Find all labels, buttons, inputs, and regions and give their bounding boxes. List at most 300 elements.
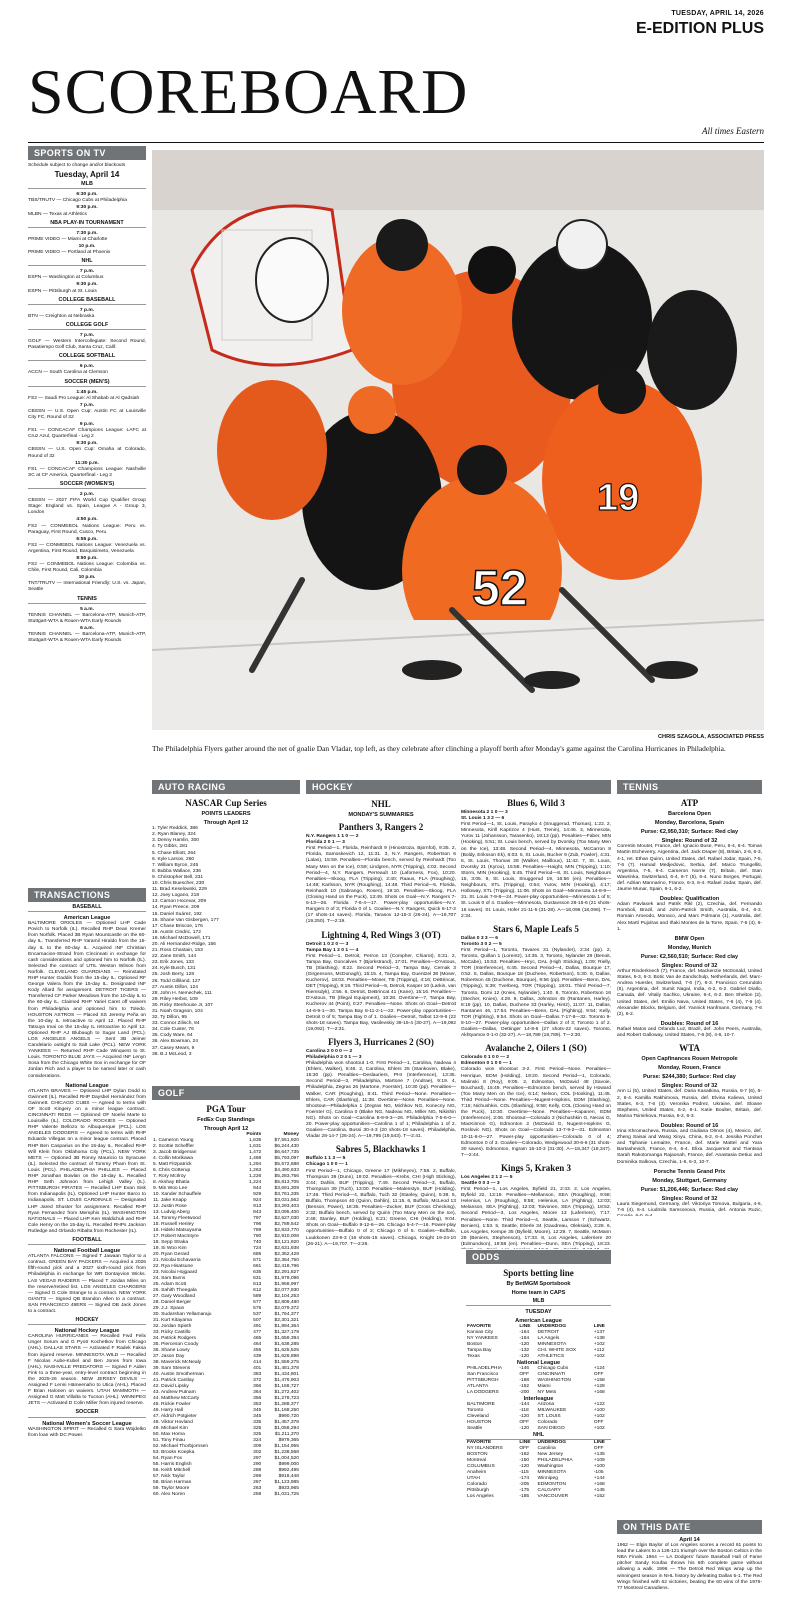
golf-money: $2,809,480: [274, 1300, 299, 1306]
title-rule: [28, 142, 764, 143]
golf-col-money: Money: [283, 1132, 299, 1138]
tv-time: 11:30 p.m.: [75, 460, 99, 466]
nascar-driver: 2. Ryan Blaney, 324: [152, 832, 196, 838]
bmw-doubles-results: Rafael Matos and Orlando Luz, Brazil, def. John Peers, Australia, and Robert Galloway, United States, 7-6 (8), 4-6, 10-7.: [617, 1026, 762, 1038]
golf-points: 913: [253, 1204, 262, 1210]
wta-label: WTA: [679, 1043, 700, 1054]
golf-points: 789: [253, 1228, 262, 1234]
golf-money: $1,168,727: [274, 1384, 299, 1390]
nascar-driver: 30. Ricky Stenhouse Jr, 107: [152, 1002, 213, 1008]
odds-cell: +102: [593, 1426, 605, 1432]
golf-points: 944: [253, 1186, 262, 1192]
golf-player: 1. Cameron Young: [153, 1138, 194, 1144]
odds-cell: CINCINNATI: [537, 1372, 566, 1378]
hockey-subcolumn-2: [461, 794, 611, 1249]
odds-cell: -164: [519, 1330, 530, 1336]
golf-money: $1,123,985: [274, 1480, 299, 1486]
golf-points: 1,631: [249, 1144, 262, 1150]
linescore-row: Florida 2 0 1 — 3: [306, 840, 345, 846]
odds-cell: VANCOUVER: [537, 1494, 569, 1500]
golf-money: $933,965: [278, 1486, 299, 1492]
golf-points: 383: [253, 1372, 262, 1378]
golf-money: $1,559,275: [274, 1360, 299, 1366]
odds-cell: BOSTON: [467, 1452, 488, 1458]
golf-money: $5,793,097: [274, 1156, 299, 1162]
game-title: Blues 6, Wild 3: [507, 798, 565, 808]
odds-cell: -120: [519, 1414, 530, 1420]
nascar-driver: 3. Denny Hamlin, 300: [152, 838, 200, 844]
odds-nhl-label: NHL: [466, 1432, 611, 1440]
golf-money: $1,481,378: [274, 1366, 299, 1372]
golf-money: $6,647,735: [274, 1150, 299, 1156]
odds-cell: +100: [593, 1464, 605, 1470]
tv-time: 10 p.m.: [78, 575, 96, 581]
golf-player: 13. Ludvig Aberg: [153, 1210, 190, 1216]
odds-cell: MILWAUKEE: [537, 1408, 567, 1414]
timezone-note: All times Eastern: [702, 126, 764, 136]
odds-col-favorite: FAVORITE: [467, 1324, 492, 1330]
golf-player: 25. Adam Scott: [153, 1282, 187, 1288]
barcelona-doubles: Doubles: Qualification: [659, 896, 720, 903]
tv-section-title: NBA PLAY-IN TOURNAMENT: [28, 220, 146, 228]
linescore-row: Chicago 1 0 0 — 1: [306, 1162, 348, 1168]
odds-cell: COLUMBUS: [467, 1464, 495, 1470]
golf-money: $3,761,335: [274, 1192, 299, 1198]
golf-money: $1,154,955: [274, 1444, 299, 1450]
barcelona-title: Barcelona Open: [668, 811, 711, 817]
golf-money: $1,031,725: [274, 1492, 299, 1498]
nascar-driver: 29. Riley Herbst, 109: [152, 996, 198, 1002]
nascar-title: NASCAR Cup Series: [185, 798, 267, 808]
odds-cell: DETROIT: [537, 1330, 560, 1336]
golf-points: 366: [253, 1384, 262, 1390]
odds-cell: -162: [519, 1452, 530, 1458]
barcelona-round: Singles: Round of 32: [661, 838, 718, 845]
golf-money: $1,764,377: [274, 1312, 299, 1318]
bmw-round: Singles: Round of 32: [661, 962, 718, 969]
golf-money: $1,625,525: [274, 1348, 299, 1354]
golf-points: 335: [253, 1420, 262, 1426]
odds-cell: +145: [593, 1488, 605, 1494]
golf-points: 724: [253, 1246, 262, 1252]
nascar-driver: 13. Carson Hocevar, 209: [152, 899, 207, 905]
golf-money: $918,448: [278, 1474, 299, 1480]
odds-cell: Anaheim: [467, 1470, 487, 1476]
nascar-driver: 5. Chase Elliott, 264: [152, 850, 196, 856]
tv-listing: CBSSN — 2027 FIFA World Cup Qualifier Group Stage: England vs. Spain, League A - Group 3, London: [28, 498, 146, 516]
golf-money: $1,288,377: [274, 1402, 299, 1408]
photo-illustration: [152, 150, 764, 730]
odds-cell: +152: [593, 1494, 605, 1500]
golf-money: $2,833,770: [274, 1228, 299, 1234]
odds-title: Sports betting line: [503, 1268, 574, 1278]
sports-on-tv-column: [28, 146, 146, 882]
nascar-driver: 23. Erik Jones, 133: [152, 960, 194, 966]
golf-points: 612: [253, 1288, 262, 1294]
transactions-league: National Women's Soccer League: [42, 1420, 132, 1427]
odds-cell: LA DODGERS: [467, 1390, 499, 1396]
golf-player: 50. Max Homa: [153, 1432, 185, 1438]
golf-player: 21. Nicolai Echavarria: [153, 1258, 201, 1264]
odds-cell: HOUSTON: [467, 1420, 492, 1426]
golf-player: 18. Sepp Straka: [153, 1240, 189, 1246]
golf-money: $2,910,008: [274, 1234, 299, 1240]
table-row: [152, 1492, 300, 1498]
golf-player: 6. Chris Gotterup: [153, 1168, 191, 1174]
porsche-sub: Monday, Stuttgart, Germany: [652, 1177, 727, 1184]
jersey-number-52: 52: [472, 560, 528, 616]
odds-cell: +135: [593, 1452, 605, 1458]
golf-points: 439: [253, 1354, 262, 1360]
barcelona-results: Corentin Moutet, France, def. Ignacio Buse, Peru, 6-4, 6-4. Tomas Martin Etcheverry, Argentina, def. Jack Draper (8), Britain, 2-6, 6-3, 4-1, ret. Ethan Quinn, United States, def. Rafael Jodar, Spain, 7-5, 7-6 (7). Hamad Medjedovic, Serbia, def. Marco Trungelliti, Argentina, 7-5, 6-4. Cameron Norrie (7), Britain, def. Stan Wawrinka, Switzerland, 6-4, 6-7 (5), 6-4. Nuno Borges, Portugal, def. Adrian Mannarino, France, 6-3, 6-4. Rafael Jodar, Spain, def. Jaume Munar, Spain, 6-1, 6-2.: [617, 844, 762, 893]
tv-listing: FS2 — Saudi Pro League: Al Shabab at Al Qadsiah: [28, 395, 140, 401]
linescore-row: Minnesota 2 1 0 — 3: [461, 810, 508, 815]
tv-time: 8:50 p.m.: [76, 555, 98, 561]
tv-section-title: MLB: [28, 181, 146, 189]
odds-cell: Montreal: [467, 1458, 487, 1464]
porsche-round: Singles: Round of 32: [661, 1195, 718, 1202]
odds-nhl-col-underdog: UNDERDOG: [537, 1440, 567, 1446]
odds-cell: +168: [593, 1482, 605, 1488]
odds-cell: Chicago Cubs: [537, 1366, 569, 1372]
golf-points: 797: [253, 1216, 262, 1222]
odds-cell: +122: [593, 1402, 605, 1408]
tv-listing: ESPN — Washington at Columbus: [28, 275, 104, 281]
odds-cell: +137: [593, 1330, 605, 1336]
odds-cell: Washington: [537, 1464, 564, 1470]
odds-cell: -152: [519, 1384, 530, 1390]
odds-cell: Kansas City: [467, 1330, 494, 1336]
linescore-row: N.Y. Rangers 1 1 0 — 2: [306, 834, 359, 840]
golf-player: 37. Jason Day: [153, 1354, 185, 1360]
odds-cell: -175: [519, 1488, 530, 1494]
bmw-sub: Monday, Munich: [667, 944, 712, 951]
nhl-title: NHL: [371, 799, 391, 809]
odds-cell: Pittsburgh: [467, 1488, 490, 1494]
odds-col-underdog: UNDERDOG: [537, 1324, 567, 1330]
auto-racing-header: AUTO RACING: [152, 780, 300, 794]
odds-cell: MINNESOTA: [537, 1342, 567, 1348]
porsche-purse: Purse: $1,206,446; Surface: Red clay: [640, 1186, 739, 1193]
odds-cell: EDMONTON: [537, 1482, 566, 1488]
golf-money: $979,365: [278, 1438, 299, 1444]
golf-points: 671: [253, 1258, 262, 1264]
tv-section-title: COLLEGE GOLF: [28, 322, 146, 330]
nascar-driver: 38. B.J McLeod, 3: [152, 1051, 192, 1057]
transactions-sport-title: SOCCER: [28, 1409, 146, 1417]
tv-listing: TBS/TRUTV — Chicago Cubs at Philadelphia: [28, 198, 127, 204]
transactions-league: National League: [65, 1082, 109, 1089]
tv-time: 5 a.m.: [80, 606, 94, 612]
golf-points: 631: [253, 1276, 262, 1282]
tv-listing: PRIME VIDEO — Miami at Charlotte: [28, 236, 108, 242]
golf-player: 47. Aldrich Potgieter: [153, 1414, 197, 1420]
bmw-title: BMW Open: [674, 935, 705, 942]
golf-player: 8. Akshay Bhatia: [153, 1180, 190, 1186]
golf-points: 464: [253, 1342, 262, 1348]
odds-cell: Carolina: [537, 1446, 556, 1452]
golf-points: 372: [253, 1378, 262, 1384]
golf-points: 263: [253, 1486, 262, 1492]
golf-money: $2,789,542: [274, 1222, 299, 1228]
golf-points: 267: [253, 1480, 262, 1486]
golf-points: 1,294: [249, 1162, 262, 1168]
golf-points: 780: [253, 1234, 262, 1240]
golf-player: 34. Patrick Rodgers: [153, 1336, 196, 1342]
edition-date: TUESDAY, APRIL 14, 2026: [671, 10, 764, 17]
nascar-driver: 12. Joey Logano, 218: [152, 893, 200, 899]
golf-points: 345: [253, 1408, 262, 1414]
tv-time: 7:30 p.m.: [76, 230, 98, 236]
odds-cell: OFF: [519, 1372, 530, 1378]
nascar-driver: 31. Noah Gragson, 104: [152, 1009, 203, 1014]
edition-title: E-EDITION PLUS: [635, 20, 764, 37]
on-this-date-text: 1962 — Elgin Baylor of Los Angeles scores a record 61 points to lead the Lakers to a 126-121 triumph over the Boston Celtics in the NBA Finals. 1964 — LA Dodgers' future Baseball Hall of Fame pitcher Sandy Koufax throws his 6th complete game without allowing a walk. 1996 — The Detroit Red Wings wrap up the winningest season in NHL history by defeating Dallas 5-1. The Red Wings finished with 62 victories, beating the 60 wins of the 1976-77 Montreal Canadiens.: [617, 1543, 762, 1591]
odds-cell: San Francisco: [467, 1372, 499, 1378]
golf-player: 28. Daniel Berger: [153, 1300, 192, 1306]
odds-nhl-col-line: LINE: [519, 1440, 531, 1446]
golf-player: 55. Harris English: [153, 1462, 192, 1468]
odds-cell: +124: [593, 1366, 605, 1372]
golf-player: 49. Michael Kim: [153, 1426, 188, 1432]
tv-section-title: COLLEGE SOFTBALL: [28, 353, 146, 361]
golf-col-points: Points: [246, 1132, 262, 1138]
transactions-sport-title: HOCKEY: [28, 1317, 146, 1325]
nascar-driver: 17. Chase Briscoe, 176: [152, 923, 203, 929]
game-title: Stars 6, Maple Leafs 5: [493, 923, 579, 934]
nascar-driver: 22. Zane Smith, 144: [152, 954, 197, 960]
golf-player: 41. Patrick Cantlay: [153, 1378, 195, 1384]
odds-cell: +112: [593, 1348, 605, 1354]
golf-player: 51. Tony Finau: [153, 1438, 185, 1444]
golf-player: 27. Gary Woodland: [153, 1294, 196, 1300]
nascar-driver: 11. Brad Keselowski, 229: [152, 887, 207, 893]
linescore-row: Dallas 0 3 3 — 6: [461, 935, 498, 941]
tv-time: 4:50 p.m.: [76, 517, 98, 523]
rouen-round: Singles: Round of 32: [661, 1083, 718, 1090]
tv-time: 6:30 p.m.: [76, 192, 98, 198]
barcelona-doubles-results: Adam Pavlasek and Patrik Rikl (2), Czechia, def. Fernando Romboli, Brazil, and John-Patrick Smith, Australia, 6-4, 6-3. Romain Arneodo, Monaco, and Marc Polmans (1), Australia, def. Alex Martí Pujolras and Iñaki Montes de la Torre, Spain, 7-6 (4), 6-1.: [617, 902, 762, 932]
odds-cell: CALGARY: [537, 1488, 561, 1494]
tv-time: 10 p.m.: [78, 243, 96, 249]
odds-cell: +158: [593, 1378, 605, 1384]
tv-listing: CBSSN — U.S. Open Cup: Austin FC at Louisville City FC, Round of 32: [28, 408, 146, 420]
odds-cell: Texas: [467, 1354, 480, 1360]
golf-money: $1,238,568: [274, 1450, 299, 1456]
tennis-header: TENNIS: [617, 780, 762, 794]
transactions-league: National Hockey League: [54, 1328, 120, 1335]
golf-money: $2,079,372: [274, 1306, 299, 1312]
game-title: Sabres 5, Blackhawks 1: [335, 1144, 427, 1155]
nascar-driver: 37. Casey Mears, 9: [152, 1045, 195, 1051]
golf-player: 60. Alex Noren: [153, 1492, 186, 1498]
rouen-title: Open Capfinances Rouen Metropole: [641, 1056, 738, 1063]
hockey-subcolumn-1: [306, 794, 456, 1610]
golf-player: 3. Jacob Bridgeman: [153, 1150, 197, 1156]
tv-listing: ESPN — Pittsburgh at St. Louis: [28, 288, 97, 294]
nascar-driver: 6. Kyle Larson, 260: [152, 856, 195, 862]
golf-points: 290: [253, 1462, 262, 1468]
odds-cell: Colorado: [537, 1420, 558, 1426]
game-title: Panthers 3, Rangers 2: [338, 822, 424, 833]
golf-money: $999,000: [278, 1462, 299, 1468]
odds-cell: Cleveland: [467, 1414, 489, 1420]
tv-listing: TENNIS CHANNEL — Barcelona-ATP, Munich-ATP, Stuttgart-WTA & Rouen-WTA Early Rounds: [28, 612, 146, 624]
tv-section-title: NHL: [28, 258, 146, 266]
nascar-driver: 25. Josh Berry, 128: [152, 972, 195, 978]
golf-player: 53. Brooks Koepka: [153, 1450, 195, 1456]
hockey-photo: [152, 150, 764, 730]
tv-time: 7 p.m.: [79, 332, 95, 338]
fedex-label: FedEx Cup Standings: [197, 1117, 255, 1123]
nascar-driver: 21. Ross Chastain, 153: [152, 948, 203, 954]
golf-points: 613: [253, 1282, 262, 1288]
golf-money: $1,476,903: [274, 1378, 299, 1384]
odds-table: [466, 1324, 611, 1500]
game-title: Avalanche 2, Oilers 1 (SO): [485, 1043, 587, 1054]
golf-points: 796: [253, 1222, 262, 1228]
odds-cell: -132: [519, 1348, 530, 1354]
odds-cell: PITTSBURGH: [467, 1378, 499, 1384]
odds-cell: New Jersey: [537, 1452, 564, 1458]
odds-cell: +102: [593, 1342, 605, 1348]
nhl-sub: MONDAY'S SUMMARIES: [348, 812, 414, 818]
rouen-doubles: Doubles: Round of 16: [660, 1122, 719, 1129]
golf-points: 1,263: [249, 1168, 262, 1174]
golf-player: 16. Hideki Matsuyama: [153, 1228, 202, 1234]
nascar-driver: 7. William Byron, 245: [152, 862, 199, 868]
golf-points: 258: [253, 1492, 262, 1498]
odds-day: TUESDAY: [525, 1309, 552, 1316]
game-title: Flyers 3, Hurricanes 2 (SO): [328, 1036, 434, 1047]
golf-points: 740: [253, 1240, 262, 1246]
golf-points: 356: [253, 1396, 262, 1402]
nascar-driver: 28. John H. Nemechek, 111: [152, 990, 212, 996]
golf-player: 56. Keith Mitchell: [153, 1468, 191, 1474]
odds-cell: Colorado: [467, 1482, 487, 1488]
golf-player: 20. Ryan Gerard: [153, 1252, 190, 1258]
tv-time: 9:30 p.m.: [76, 205, 98, 211]
odds-cell: ST. LOUIS: [537, 1414, 561, 1420]
odds-cell: +109: [593, 1458, 605, 1464]
odds-cell: OFF: [593, 1372, 604, 1378]
transactions-sport-title: BASEBALL: [28, 904, 146, 912]
golf-player: 14. Tommy Fleetwood: [153, 1216, 201, 1222]
linescore-row: Carolina 2 0 0 0 — 2: [306, 1048, 353, 1054]
tv-time: 6 a.m.: [80, 625, 94, 631]
golf-player: 7. Rory McIlroy: [153, 1174, 186, 1180]
transactions-text: CAROLINA HURRICANES — Recalled Fwd Felix Unger Sorum and G Pyotr Kochetkov from Chicago (AHL). DALLAS STARS — Activated F Radek Faksa from injured reserve. MINNESOTA WILD — Recalled F Nicolas Aube-Kubel and Ben Jones from Iowa (AHL). NASHVILLE PREDATORS — Signed F Aiden Fink to a three-year, entry-level contract beginning in the 2025-26 season. NEW JERSEY DEVILS — Assigned F Lenni Hämeenaho to Utica (AHL). Placed F Brian Halonen on waivers. UTAH MAMMOTH — Assigned G Matt Villalta to Tucson (AHL). WINNIPEG JETS — Activated D Colin Miller from injured reserve.: [28, 1334, 146, 1407]
jersey-number-19: 19: [597, 477, 640, 519]
odds-cell: +102: [593, 1354, 605, 1360]
tv-section-title: TENNIS: [28, 596, 146, 604]
golf-money: $2,301,321: [274, 1318, 299, 1324]
odds-header: ODDS: [466, 1250, 611, 1264]
odds-cell: -205: [519, 1482, 530, 1488]
odds-cell: -120: [519, 1342, 530, 1348]
odds-cell: NY YANKEES: [467, 1336, 498, 1342]
golf-points: 1,224: [249, 1180, 262, 1186]
golf-money: $1,626,898: [274, 1354, 299, 1360]
odds-cell: +102: [593, 1414, 605, 1420]
tv-time: 7 p.m.: [79, 307, 95, 313]
golf-money: $1,894,364: [274, 1324, 299, 1330]
golf-points: 1,472: [249, 1150, 262, 1156]
rouen-doubles-results: Irina Khromacheva, Russia, and Giuliana Olmos (4), Mexico, def. Zheng Saisai and Wang Xinyu, China, 6-2, 6-4. Jessika Ponchet and Tiphanie Lemaitre, France, def. Marie Mattel and Yara Bartashevich, France, 6-4, 6-4. Elixa Jacquemot and Tiantsoa Sarah Rakotomanga Rajaonah, France, def. Anastasia Detiuc and Dominika Salkova, Czechia, 1-6, 6-3, 10-7.: [617, 1129, 762, 1165]
linescore-row: Philadelphia 0 2 0 1 — 3: [306, 1055, 362, 1060]
tv-listing: MLBN — Texas at Athletics: [28, 211, 87, 217]
golf-player: 4. Collin Morikawa: [153, 1156, 193, 1162]
game-summary: First Period—1, Los Angeles, Byfield 21, 2:43. 2, Los Angeles, Byfield 22, 13:19. Penalties—Mellanson, SEA (Roughing), 9:58; Helenius, LA (Roughing), 9:58; Helenius, LA (Fighting), 12:03; Melanson, SEA (Fighting), 12:03; Toivonen, SEA (Tripping), 18:52. Second Period—3, Los Angeles, Moore 13 (Laferriere), 7:17. Penalties—None. Third Period—4, Seattle, Larsson 7 (Schwartz, Beniers), 1:53. 5, Seattle, Eberle 34 (Gaudreau, Oleksiak), 3:28. 6, Los Angeles, Kempe 35 (Byfield, Moore), 12:29. 7, Seattle, McMann 29 (Beniers, Stephenson), 17:33. 8, Los Angeles, Laferriere 20 (Edmundson), 19:58 (en). Penalties—Dunn, SEA (Tripping), 18:23.: [461, 1187, 611, 1247]
auto-racing-column: [152, 780, 300, 1080]
tv-listing: GOLF — Western Intercollegiate: Second Round, Pasatiempo Golf Club, Santa Cruz, Calif.: [28, 339, 146, 351]
golf-points: 635: [253, 1270, 262, 1276]
golf-money: $2,364,750: [274, 1258, 299, 1264]
porsche-title: Porsche Tennis Grand Prix: [653, 1168, 726, 1175]
golf-money: $3,691,309: [274, 1186, 299, 1192]
golf-money: $990,720: [278, 1414, 299, 1420]
odds-cell: -120: [519, 1426, 530, 1432]
tv-listing: FS2 — CONMEBOL Nations League: Peru vs. Paraguay, First Round, Cusco, Peru: [28, 523, 146, 535]
odds-cell: Miami: [537, 1384, 551, 1390]
game-summary: Colorado won shootout 3-2. First Period—None. Penalties—Henrique, EDM (Holding), 19:20. Second Period—1, Colorado, Malinski 8 (Roy), 9:05. 2, Edmonton, McDavid 48 (Savoie, Bouchard), 15:49. Penalties—Edmonton bench, served by Howard (Too Many Men on the Ice), 6:14; Nelson, COL (Hooking), 11:45. Third Period—None. Penalties—Nugent-Hopkins, EDM (Slashing), 7:15; Nichushkin, COL (Slashing), 9:58; Kelly, COL (Closing Hand on the Puck), 10:30. Overtime—None. Penalties—Kapanen, EDM (Interference), 2:06. Shootout—Colorado 3 (Nichushkin G, Necas G, MacKinnon G), Edmonton 2 (McDavid G, Nugent-Hopkins G, Roslovic NG). Shots on Goal—Colorado 13-7-9-2—31. Edmonton 10-11-6-0—27. Power-play opportunities—Colorado 0 of 4; Edmonton 0 of 3. Goalies—Colorado, Wedgewood 30-6-6 (31 shots-30 saves). Edmonton, Ingram 15-10-3 (31-30). A—18,347 (18,347). T—2:44.: [461, 1067, 611, 1158]
tv-section-title: SOCCER (WOMEN'S): [28, 481, 146, 489]
on-this-date-header: ON THIS DATE: [617, 1520, 762, 1534]
bmw-purse: Purse: €2,560,510; Surface: Red clay: [640, 953, 739, 960]
golf-points: 685: [253, 1252, 262, 1258]
odds-nhl-col-line2: LINE: [593, 1440, 605, 1446]
nascar-driver: 18. Austin Cindric, 172: [152, 929, 201, 935]
odds-home-note: Home team in CAPS: [511, 1290, 566, 1297]
barcelona-purse: Purse: €2,950,310; Surface: Red clay: [640, 829, 739, 836]
linescore-row: Toronto 3 0 2 — 5: [461, 941, 502, 947]
game-title: Lightning 4, Red Wings 3 (OT): [321, 929, 441, 940]
golf-player: 2. Scottie Scheffler: [153, 1144, 194, 1150]
golf-player: 42. David Lipsky: [153, 1384, 189, 1390]
odds-nl-label: National League: [516, 1360, 561, 1367]
tv-section-title: SOCCER (MEN'S): [28, 379, 146, 387]
tv-listing: PRIME VIDEO — Portland at Phoenix: [28, 250, 111, 256]
golf-money: $1,327,179: [274, 1330, 299, 1336]
nascar-driver: 4. Ty Gibbs, 281: [152, 844, 188, 850]
golf-money: $3,121,920: [274, 1240, 299, 1246]
nascar-driver: 14. Ryan Preece, 209: [152, 905, 200, 911]
odds-cell: OFF: [593, 1446, 604, 1452]
page-title: SCOREBOARD: [28, 56, 469, 127]
golf-player: 33. Ricky Castillo: [153, 1330, 191, 1336]
golf-player: 35. Pierceson Coody: [153, 1342, 199, 1348]
odds-cell: -120: [519, 1464, 530, 1470]
golf-player: 22. Rya Hisatsune: [153, 1264, 193, 1270]
nascar-driver: 24. Kyle Busch, 131: [152, 966, 196, 972]
odds-cell: -105: [593, 1470, 604, 1476]
atp-label: ATP: [680, 798, 699, 808]
odds-cell: ATLANTA: [467, 1384, 489, 1390]
golf-points: 589: [253, 1294, 262, 1300]
photo-caption: The Philadelphia Flyers gather around the net of goalie Dan Vladar, top left, as they celebrate after clinching a playoff berth after Monday's game against the Carolina Hurricanes in Philadelphia.: [152, 744, 726, 753]
bmw-doubles: Doubles: Round of 16: [660, 1020, 719, 1027]
odds-cell: -164: [519, 1336, 530, 1342]
tv-section-title: COLLEGE BASEBALL: [28, 297, 146, 305]
golf-points: 1,635: [249, 1138, 262, 1144]
nascar-driver: 34. Cole Custer, 76: [152, 1027, 194, 1033]
tv-time: 9:30 p.m.: [76, 441, 98, 447]
golf-points: 309: [253, 1444, 262, 1450]
golf-player: 5. Matt Fitzpatrick: [153, 1162, 192, 1168]
tv-time: 6 p.m.: [79, 364, 95, 370]
golf-points: 414: [253, 1360, 262, 1366]
golf-money: $1,638,285: [274, 1342, 299, 1348]
